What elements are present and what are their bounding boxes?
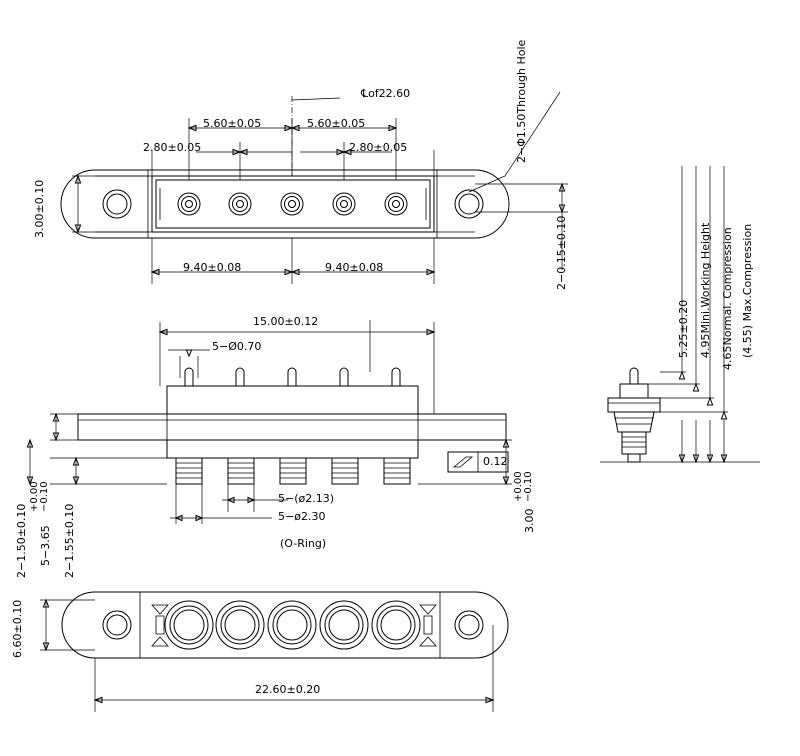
dim-3-00-tol-upper: +0.00 xyxy=(513,471,524,502)
dim-6-60: 6.60±0.10 xyxy=(11,599,24,658)
dim-3-00-tol-lower: −0.10 xyxy=(523,471,534,502)
dim-3-00-top-view: 3.00±0.10 xyxy=(33,179,46,238)
side-view-geometry xyxy=(608,368,660,462)
dim-5-3-65-tol-lower: −0.10 xyxy=(39,481,50,512)
dim-2-80-right: 2.80±0.05 xyxy=(349,141,408,154)
bottom-view-geometry xyxy=(62,592,508,658)
flatness-value: 0.12 xyxy=(483,455,508,468)
dim-5-phi-2-13: 5−(ø2.13) xyxy=(278,492,335,505)
front-view-geometry xyxy=(78,368,508,484)
dim-22-60: 22.60±0.20 xyxy=(255,683,321,696)
dim-2-0-15: 2−0.15±0.10 xyxy=(555,215,568,290)
dim-5-phi-0-70: 5−Ø0.70 xyxy=(212,340,262,353)
dim-2-1-55: 2−1.55±0.10 xyxy=(63,503,76,578)
o-ring-note: (O-Ring) xyxy=(280,537,327,550)
dim-9-40-left: 9.40±0.08 xyxy=(183,261,242,274)
dim-5-3-65: 5−3.65 xyxy=(39,525,52,566)
dim-5-25: 5.25±0.20 xyxy=(677,299,690,358)
note-normal-compression: 4.65Normal. Compression xyxy=(721,227,734,370)
top-view-geometry xyxy=(61,170,509,238)
front-view-dimensions xyxy=(27,320,512,524)
dim-9-40-right: 9.40±0.08 xyxy=(325,261,384,274)
centerline-note xyxy=(361,88,410,99)
dim-5-60-left: 5.60±0.05 xyxy=(203,117,262,130)
centerline-note-text: of22.60 xyxy=(368,87,411,100)
dim-5-60-right: 5.60±0.05 xyxy=(307,117,366,130)
note-max-compression: (4.55) Max.Compression xyxy=(741,223,754,358)
dim-5-3-65-tol-upper: +0.00 xyxy=(29,481,40,512)
dim-2-1-50: 2−1.50±0.10 xyxy=(15,503,28,578)
through-hole-note: 2−Φ1.50Through Hole xyxy=(515,39,528,163)
dim-2-80-left: 2.80±0.05 xyxy=(143,141,202,154)
dim-5-phi-2-30: 5−ø2.30 xyxy=(278,510,326,523)
note-working-height: 4.95Mini.Working Height xyxy=(699,222,712,358)
centerline-symbol: ℄ xyxy=(361,87,369,100)
dim-15-00: 15.00±0.12 xyxy=(253,315,319,328)
dim-3-00-front: 3.00 xyxy=(523,508,536,533)
